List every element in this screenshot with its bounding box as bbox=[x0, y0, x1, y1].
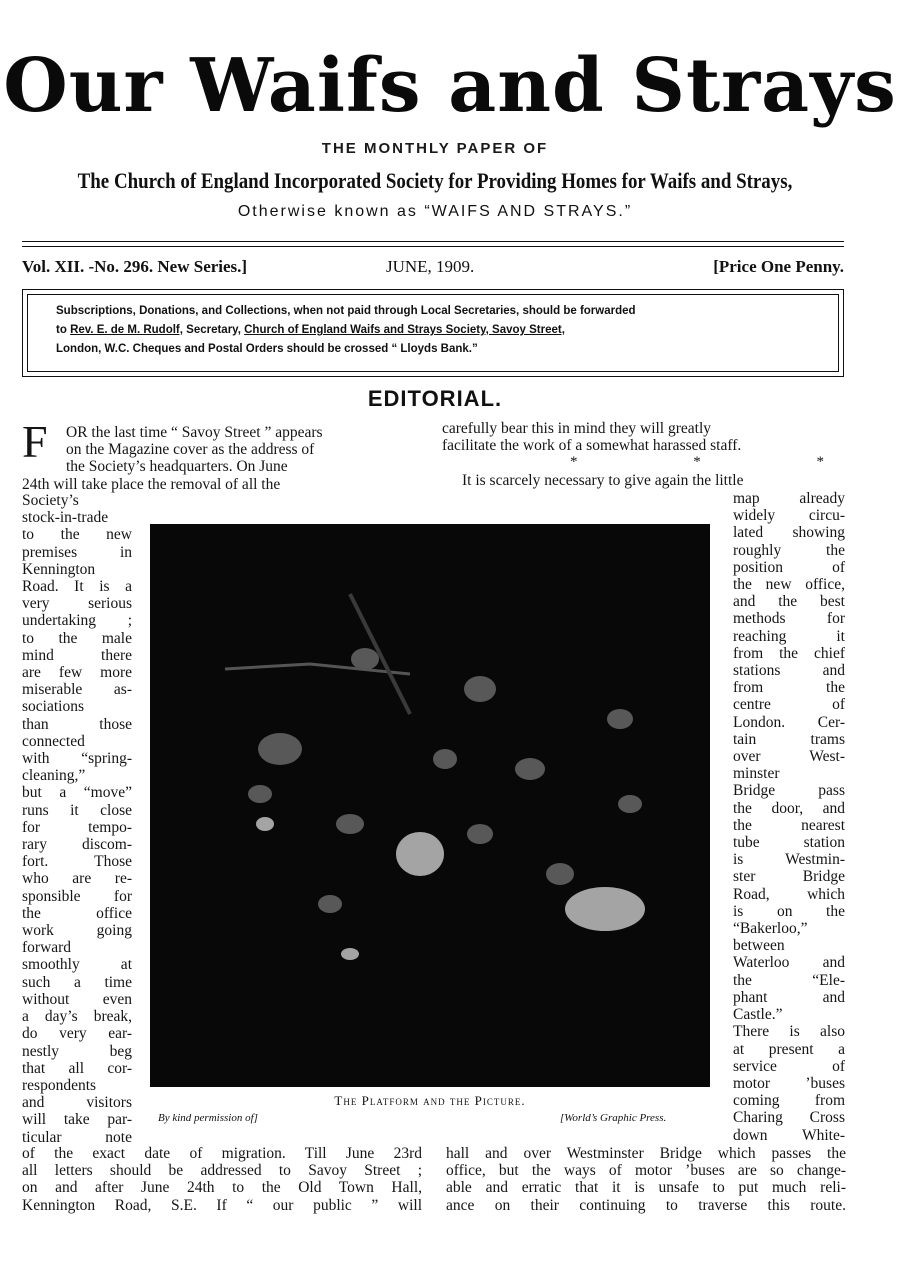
text-line: map already bbox=[733, 490, 845, 507]
text-line: Road, which bbox=[733, 885, 845, 903]
text-line: without even bbox=[22, 990, 132, 1008]
text-line: undertaking ; bbox=[22, 612, 132, 630]
text-line: ster Bridge bbox=[733, 868, 845, 886]
text-line: who are re- bbox=[22, 870, 132, 888]
notice-line: London, W.C. Cheques and Postal Orders should be crossed “ Lloyds Bank.” bbox=[56, 343, 478, 355]
text-line: hall and over Westminster Bridge which passes the bbox=[446, 1145, 846, 1162]
text-line: Charing Cross bbox=[733, 1109, 845, 1127]
text-line: is Westmin- bbox=[733, 851, 845, 869]
text-line: ance on their continuing to traverse this route. bbox=[446, 1196, 846, 1214]
text-line: miserable as- bbox=[22, 681, 132, 699]
text-line: minster bbox=[733, 765, 780, 783]
text-line: 24th will take place the removal of all the bbox=[22, 475, 281, 493]
text-line: Road. It is a bbox=[22, 578, 132, 596]
text-line: and the best bbox=[733, 593, 845, 611]
text-line: connected bbox=[22, 732, 85, 750]
text-line: from the chief bbox=[733, 644, 845, 662]
text-line: the new office, bbox=[733, 576, 845, 594]
text-line: do very ear- bbox=[22, 1025, 132, 1043]
text-line: but a “move” bbox=[22, 784, 132, 802]
text-line: respondents bbox=[22, 1076, 97, 1094]
divider-rule bbox=[22, 246, 844, 247]
text-line: work going bbox=[22, 922, 132, 940]
drop-cap: F bbox=[22, 416, 48, 467]
text-line: down White- bbox=[733, 1126, 845, 1144]
text-line: and visitors bbox=[22, 1094, 132, 1112]
text-line: are few more bbox=[22, 664, 132, 682]
text-line: the “Ele- bbox=[733, 971, 845, 989]
text-line: the door, and bbox=[733, 799, 845, 817]
text-line: that all cor- bbox=[22, 1059, 132, 1077]
text-line: is on the bbox=[733, 902, 845, 920]
issue-line bbox=[22, 257, 844, 279]
text-line: rary discom- bbox=[22, 836, 132, 854]
text-line: all letters should be addressed to Savoy Street ; bbox=[22, 1162, 422, 1180]
editorial-right-bottom bbox=[446, 1145, 846, 1214]
text-line: coming from bbox=[733, 1092, 845, 1110]
text-line: able and erratic that it is unsafe to put much reli- bbox=[446, 1179, 846, 1197]
text-line: ticular note bbox=[22, 1128, 132, 1146]
divider-rule bbox=[22, 241, 844, 242]
masthead-title: Our Waifs and Strays bbox=[3, 43, 897, 129]
text-line: position of bbox=[733, 558, 845, 576]
text-line: lated showing bbox=[733, 524, 845, 542]
text-line: of the exact date of migration. Till June 23rd bbox=[22, 1145, 422, 1162]
text-line: very serious bbox=[22, 595, 132, 613]
text-line: a day’s break, bbox=[22, 1008, 132, 1026]
text-line: Kennington Road, S.E. If “ our public ” will bbox=[22, 1196, 422, 1214]
text-line: roughly the bbox=[733, 541, 845, 559]
text-line: carefully bear this in mind they will greatly bbox=[442, 420, 712, 437]
text-line: phant and bbox=[733, 988, 845, 1006]
subscription-notice bbox=[22, 289, 844, 377]
platform-photo bbox=[150, 524, 710, 1087]
photo-caption: The Platform and the Picture. bbox=[334, 1093, 526, 1108]
section-break-asterisks: * * * bbox=[570, 454, 880, 470]
text-line: will take par- bbox=[22, 1111, 132, 1129]
otherwise-known-as: Otherwise known as “WAIFS AND STRAYS.” bbox=[237, 203, 633, 220]
notice-line: Subscriptions, Donations, and Collections, when not paid through Local Secretaries, should be forwarded bbox=[56, 305, 636, 317]
text-line: Castle.” bbox=[733, 1006, 783, 1024]
text-line: sponsible for bbox=[22, 887, 132, 905]
text-line: London. Cer- bbox=[733, 713, 845, 731]
photo-credit-left: By kind permission of] bbox=[158, 1112, 258, 1124]
text-line: Society’s bbox=[22, 492, 79, 509]
text-line: the nearest bbox=[733, 816, 845, 834]
text-line: stock-in-trade bbox=[22, 509, 109, 527]
text-line: Waterloo and bbox=[733, 954, 845, 972]
text-line: “Bakerloo,” bbox=[733, 920, 808, 938]
notice-line: to Rev. E. de M. Rudolf, Secretary, Church of England Waifs and Strays Society, Savoy Street, bbox=[56, 324, 565, 336]
text-line: stations and bbox=[733, 662, 845, 680]
text-line: mind there bbox=[22, 646, 132, 664]
text-line: facilitate the work of a somewhat harassed staff. bbox=[442, 437, 742, 455]
text-line: sociations bbox=[22, 698, 84, 716]
text-line: tube station bbox=[733, 834, 845, 852]
editorial-heading: EDITORIAL. bbox=[367, 386, 503, 411]
text-line: premises in bbox=[22, 543, 132, 561]
subtitle: THE MONTHLY PAPER OF bbox=[321, 140, 549, 157]
text-line: the Society’s headquarters. On June bbox=[66, 458, 288, 476]
text-line: with “spring- bbox=[22, 750, 132, 768]
text-line: the office bbox=[22, 904, 132, 922]
text-line: There is also bbox=[733, 1023, 845, 1041]
editorial-right-top bbox=[442, 420, 846, 454]
editorial-left-bottom bbox=[22, 1145, 422, 1214]
issue-date: JUNE, 1909. bbox=[386, 257, 475, 276]
text-line: on the Magazine cover as the address of bbox=[66, 441, 315, 459]
text-line: forward bbox=[22, 939, 72, 957]
text-line: OR the last time “ Savoy Street ” appears bbox=[66, 424, 323, 441]
text-line: Bridge pass bbox=[733, 782, 845, 800]
text-line: Kennington bbox=[22, 560, 96, 578]
text-line: runs it close bbox=[22, 801, 132, 819]
text-line: over West- bbox=[733, 748, 845, 766]
text-line: at present a bbox=[733, 1040, 845, 1058]
text-line: reaching it bbox=[733, 627, 845, 645]
text-line: tain trams bbox=[733, 730, 845, 748]
text-line: nestly beg bbox=[22, 1042, 132, 1060]
text-line: to the male bbox=[22, 629, 132, 647]
editorial-right-narrow bbox=[733, 490, 845, 1144]
text-line: for tempo- bbox=[22, 818, 132, 836]
text-line: centre of bbox=[733, 696, 845, 714]
text-line: cleaning,” bbox=[22, 767, 86, 785]
volume-number: Vol. XII. -No. 296. New Series.] bbox=[22, 257, 248, 276]
text-line: to the new bbox=[22, 526, 132, 544]
text-line: on and after June 24th to the Old Town Hall, bbox=[22, 1179, 422, 1197]
text-line: smoothly at bbox=[22, 956, 132, 974]
text-line: methods for bbox=[733, 610, 845, 628]
text-line: between bbox=[733, 937, 785, 955]
text-line: such a time bbox=[22, 973, 132, 991]
text-line: from the bbox=[733, 679, 845, 697]
editorial-right-para: It is scarcely necessary to give again the little bbox=[462, 472, 744, 489]
text-line: fort. Those bbox=[22, 853, 132, 871]
editorial-left-top bbox=[22, 416, 422, 493]
editorial-left-narrow bbox=[22, 492, 132, 1146]
text-line: office, but the ways of motor ’buses are so change- bbox=[446, 1162, 846, 1180]
society-name: The Church of England Incorporated Society for Providing Homes for Waifs and Strays, bbox=[77, 168, 793, 193]
text-line: than those bbox=[22, 715, 132, 733]
text-line: widely circu- bbox=[733, 507, 845, 525]
price: [Price One Penny. bbox=[713, 257, 844, 276]
text-line: motor ’buses bbox=[733, 1074, 845, 1092]
photo-credit-right: [World’s Graphic Press. bbox=[560, 1112, 667, 1124]
text-line: service of bbox=[733, 1057, 845, 1075]
